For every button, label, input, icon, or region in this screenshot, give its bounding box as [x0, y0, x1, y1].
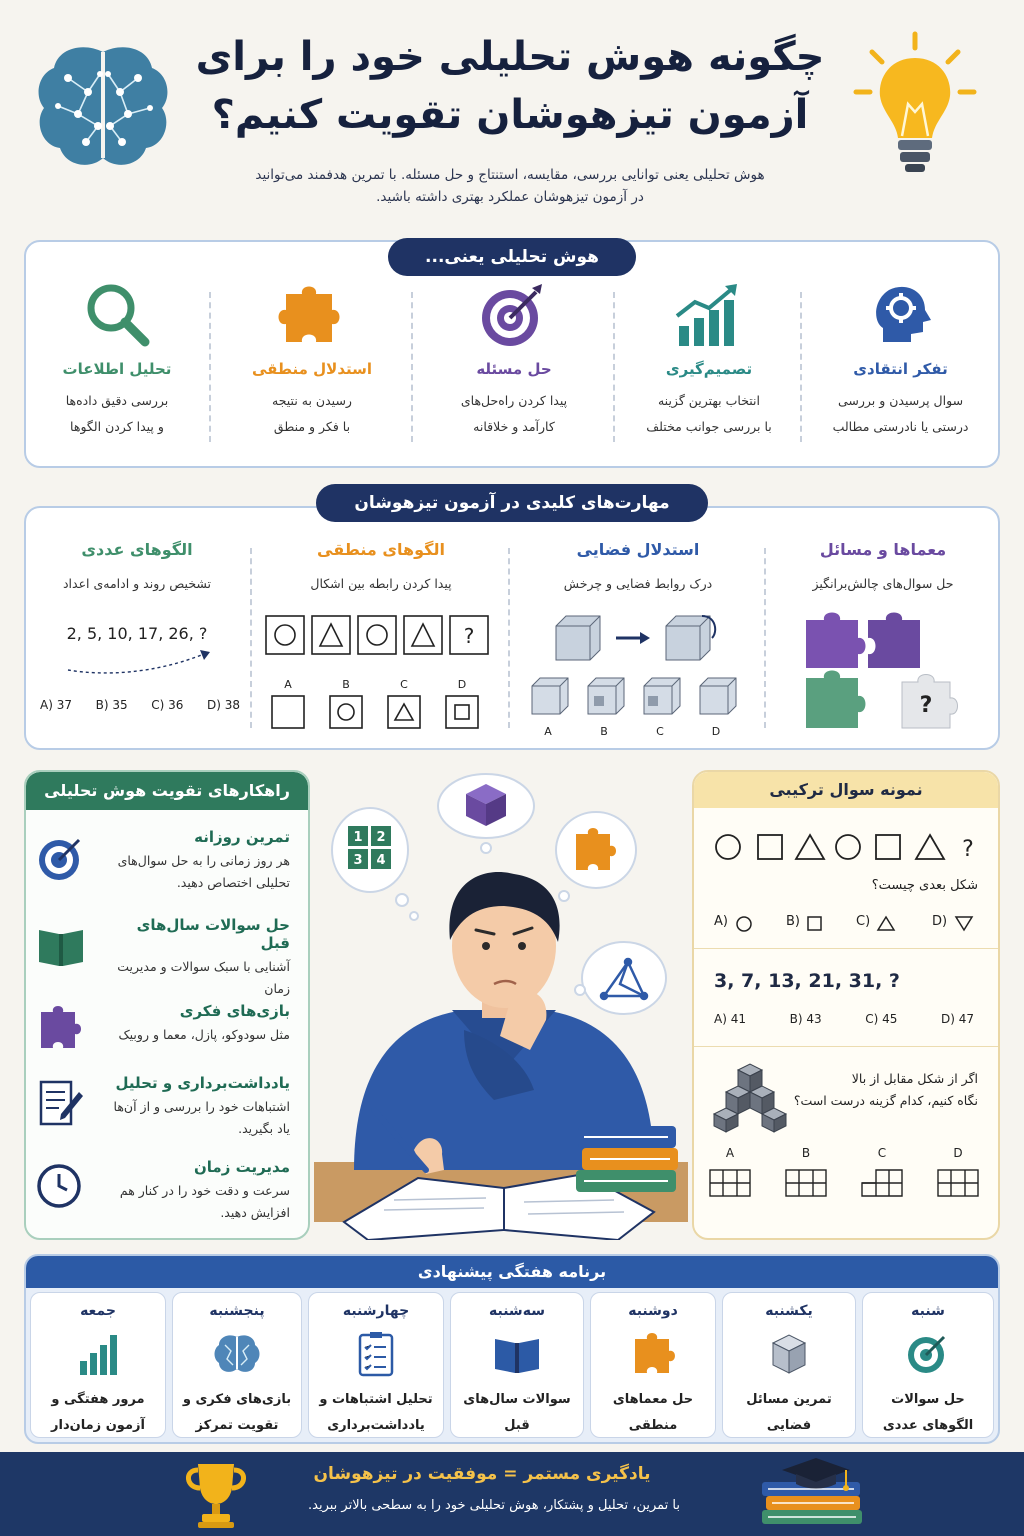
day-saturday [862, 1292, 994, 1438]
head-gear-icon [861, 280, 941, 350]
puzzle-icon [576, 828, 616, 870]
bar-chart-icon [74, 1331, 122, 1377]
day-name: پنجشنبه [209, 1303, 265, 1319]
day-tuesday [450, 1292, 584, 1438]
definition-title: تحلیل اطلاعات [62, 360, 172, 378]
divider [764, 548, 766, 728]
definition-desc-line-1: بررسی دقیق داده‌ها [65, 393, 169, 408]
divider [250, 548, 252, 728]
day-name: جمعه [80, 1303, 116, 1319]
skill-numeric-patterns [24, 508, 250, 748]
puzzle-pieces-illustration [798, 612, 978, 732]
skill-title: الگوهای منطقی [317, 540, 445, 559]
day-task-line-1: تحلیل اشتباهات و [319, 1392, 433, 1407]
definition-logical-reasoning [212, 242, 412, 466]
day-task-line-2: یادداشت‌برداری [327, 1418, 425, 1433]
definition-title: حل مسئله [476, 360, 552, 378]
skills-panel [24, 506, 1000, 750]
tip-desc: سرعت و دقت خود را در کنار هم افزایش دهید. [119, 1183, 290, 1220]
day-task-line-2: آزمون زمان‌دار [51, 1418, 145, 1433]
day-task-line-2: قبل [504, 1418, 530, 1433]
schedule-heading: برنامه هفتگی پیشنهادی [26, 1256, 998, 1288]
option-label: D [711, 725, 721, 738]
footer-subtitle: با تمرین، تحلیل و پشتکار، هوش تحلیلی خود را به سطحی بالاتر ببرید. [308, 1498, 680, 1513]
day-task-line-1: حل سوالات [891, 1392, 965, 1407]
tip-desc: مثل سودوکو، پازل، معما و روبیک [118, 1027, 290, 1042]
separator [694, 948, 998, 949]
day-monday [590, 1292, 716, 1438]
tip-brain-games [24, 1002, 308, 1046]
day-sunday [722, 1292, 856, 1438]
target-icon [474, 280, 554, 350]
definition-desc-line-1: انتخاب بهترین گزینه [657, 393, 761, 408]
sequence-question-mark: ? [962, 837, 974, 862]
definition-desc-line-2: با بررسی جوانب مختلف [646, 419, 772, 434]
option-label: C) 45 [865, 1012, 898, 1026]
option-label: A) 37 [40, 698, 72, 712]
lightbulb-icon [850, 30, 980, 180]
open-book-icon [35, 920, 87, 972]
day-task-line-1: بازی‌های فکری و [182, 1392, 292, 1407]
option-label: B [801, 1146, 811, 1160]
skill-title: الگوهای عددی [81, 540, 193, 559]
day-task-line-2: الگوهای عددی [882, 1418, 974, 1433]
option-label: D) 47 [940, 1012, 974, 1026]
option-label: C [656, 725, 664, 738]
skill-puzzles [768, 508, 998, 748]
day-wednesday [308, 1292, 444, 1438]
option-label: C [400, 678, 408, 691]
skill-title: معماها و مسائل [819, 540, 947, 559]
growth-chart-icon [669, 280, 749, 350]
day-task-line-2: فضایی [766, 1418, 812, 1433]
option-label: D [953, 1146, 963, 1160]
tip-title: حل سوالات سال‌های قبل [136, 916, 290, 952]
definition-heading: هوش تحلیلی یعنی... [388, 238, 636, 276]
definition-desc-line-1: رسیدن به نتیجه [272, 393, 352, 408]
footer-title: یادگیری مستمر = موفقیت در تیزهوشان [313, 1464, 651, 1484]
cube-rotation-illustration [526, 608, 756, 738]
definition-desc-line-2: کارآمد و خلاقانه [473, 419, 555, 434]
tip-title: بازی‌های فکری [179, 1002, 290, 1020]
intro-line-2: در آزمون تیزهوشان عملکرد بهتری داشته باشید. [376, 189, 644, 205]
top-view-options [706, 1168, 990, 1200]
grid-number: 3 [353, 853, 363, 868]
option-label: A [544, 725, 552, 738]
title-line-1: چگونه هوش تحلیلی خود را برای [195, 34, 825, 80]
definition-title: استدلال منطقی [251, 360, 373, 378]
notepad-pencil-icon [35, 1078, 87, 1130]
sample-heading: نمونه سوال ترکیبی [694, 772, 998, 808]
definition-desc-line-2: درستی یا نادرستی مطالب [832, 419, 969, 434]
trophy-icon [180, 1458, 252, 1530]
brain-icon [213, 1331, 261, 1377]
footer-banner [0, 1452, 1024, 1536]
day-thursday [172, 1292, 302, 1438]
intro-line-1: هوش تحلیلی یعنی توانایی بررسی، مقایسه، استنتاج و حل مسئله. با تمرین هدفمند می‌توانید [255, 167, 765, 183]
shape-pattern-illustration [264, 612, 504, 732]
question-text: شکل بعدی چیست؟ [871, 878, 978, 893]
skill-desc: پیدا کردن رابطه بین اشکال [310, 576, 452, 591]
day-name: سه‌شنبه [489, 1303, 545, 1319]
grid-number: 2 [376, 830, 386, 845]
definition-desc-line-1: پیدا کردن راه‌حل‌های [460, 393, 568, 408]
option-label: A) 41 [714, 1012, 746, 1026]
grid-number: 1 [353, 830, 363, 845]
skills-heading: مهارت‌های کلیدی در آزمون تیزهوشان [316, 484, 708, 522]
tips-panel [24, 770, 310, 1240]
tip-daily-practice [24, 828, 308, 894]
open-book-icon [493, 1331, 541, 1377]
question-line-2: نگاه کنیم، کدام گزینه درست است؟ [793, 1093, 978, 1108]
option-label: A [725, 1146, 735, 1160]
question-line-1: اگر از شکل مقابل از بالا [851, 1071, 978, 1086]
definition-title: تصمیم‌گیری [665, 360, 753, 378]
number-sequence: 2, 5, 10, 17, 26, ? [66, 624, 208, 643]
grid-number: 4 [376, 853, 386, 868]
option-shapes [714, 914, 984, 934]
day-task-line-1: سوالات سال‌های [463, 1392, 571, 1407]
page-title [180, 28, 840, 144]
option-label: C) 36 [151, 698, 184, 712]
definition-desc-line-1: سوال پرسیدن و بررسی [837, 393, 964, 408]
number-sequence: 3, 7, 13, 21, 31, ? [714, 970, 900, 992]
puzzle-icon [35, 1002, 87, 1054]
day-friday [30, 1292, 166, 1438]
definition-data-analysis [24, 242, 210, 466]
day-task-line-2: منطقی [628, 1418, 678, 1433]
day-name: شنبه [911, 1303, 945, 1319]
day-name: دوشنبه [628, 1303, 678, 1319]
magnifier-icon [77, 280, 157, 350]
option-label: B [342, 678, 350, 691]
definition-critical-thinking [803, 242, 998, 466]
puzzle-question-mark: ? [919, 693, 933, 718]
puzzle-icon [272, 280, 352, 350]
tip-desc: اشتباهات خود را بررسی و از آن‌ها یاد بگیرید. [113, 1099, 290, 1136]
tip-title: مدیریت زمان [193, 1158, 290, 1176]
day-task-line-2: تقویت تمرکز [195, 1418, 279, 1433]
shape-sequence [712, 830, 982, 864]
target-icon [35, 832, 87, 884]
option-label: C [877, 1146, 887, 1160]
option-label: C) [856, 914, 871, 929]
tip-title: یادداشت‌برداری و تحلیل [115, 1074, 290, 1092]
tip-desc: آشنایی با سبک سوالات و مدیریت زمان [117, 959, 290, 996]
definition-decision-making [616, 242, 802, 466]
sample-question-panel [692, 770, 1000, 1240]
tip-title: تمرین روزانه [194, 828, 290, 846]
option-label: A) [714, 914, 728, 929]
skill-desc: تشخیص روند و ادامه‌ی اعداد [62, 576, 212, 591]
day-task-line-1: تمرین مسائل [746, 1392, 832, 1407]
student-illustration [314, 770, 688, 1240]
day-task-line-1: مرور هفتگی و [51, 1392, 145, 1407]
title-line-2: آزمون تیزهوشان تقویت کنیم؟ [211, 92, 809, 138]
option-label: B) [786, 914, 800, 929]
pattern-question-mark: ? [463, 624, 475, 648]
option-label: B) 43 [789, 1012, 822, 1026]
option-label: B) 35 [95, 698, 128, 712]
option-label: A [284, 678, 292, 691]
tip-desc: هر روز زمانی را به حل سوال‌های تحلیلی اختصاص دهید. [117, 853, 290, 890]
skill-desc: حل سوال‌های چالش‌برانگیز [812, 576, 954, 591]
clock-icon [35, 1160, 87, 1212]
tips-heading: راهکارهای تقویت هوش تحلیلی [26, 772, 308, 810]
day-name: چهارشنبه [342, 1303, 410, 1319]
day-name: یکشنبه [765, 1303, 813, 1319]
cube-icon [765, 1331, 813, 1377]
definition-title: تفکر انتقادی [853, 360, 948, 378]
definition-desc-line-2: با فکر و منطق [273, 419, 351, 434]
skill-logical-patterns [254, 508, 508, 748]
tip-time-management [24, 1158, 308, 1224]
option-label: B [600, 725, 608, 738]
definition-desc-line-2: و پیدا کردن الگوها [70, 419, 164, 434]
day-task-line-1: حل معماهای [612, 1392, 694, 1407]
option-label: D) 38 [206, 698, 240, 712]
puzzle-icon [629, 1331, 677, 1377]
option-label: D [457, 678, 467, 691]
target-icon [904, 1331, 952, 1377]
schedule-panel [24, 1254, 1000, 1444]
dashed-arrow [64, 646, 214, 676]
skill-desc: درک روابط فضایی و چرخش [563, 576, 713, 591]
separator [694, 1046, 998, 1047]
brain-icon [28, 34, 178, 184]
option-label: D) [932, 914, 948, 929]
skill-title: استدلال فضایی [576, 540, 700, 559]
divider [508, 548, 510, 728]
tip-note-taking [24, 1074, 308, 1140]
stacked-cubes-illustration [708, 1058, 804, 1134]
graduation-books-icon [752, 1454, 872, 1534]
checklist-icon [352, 1331, 400, 1377]
intro-text [200, 164, 820, 208]
tip-past-papers [24, 916, 308, 1000]
skill-spatial [512, 508, 764, 748]
